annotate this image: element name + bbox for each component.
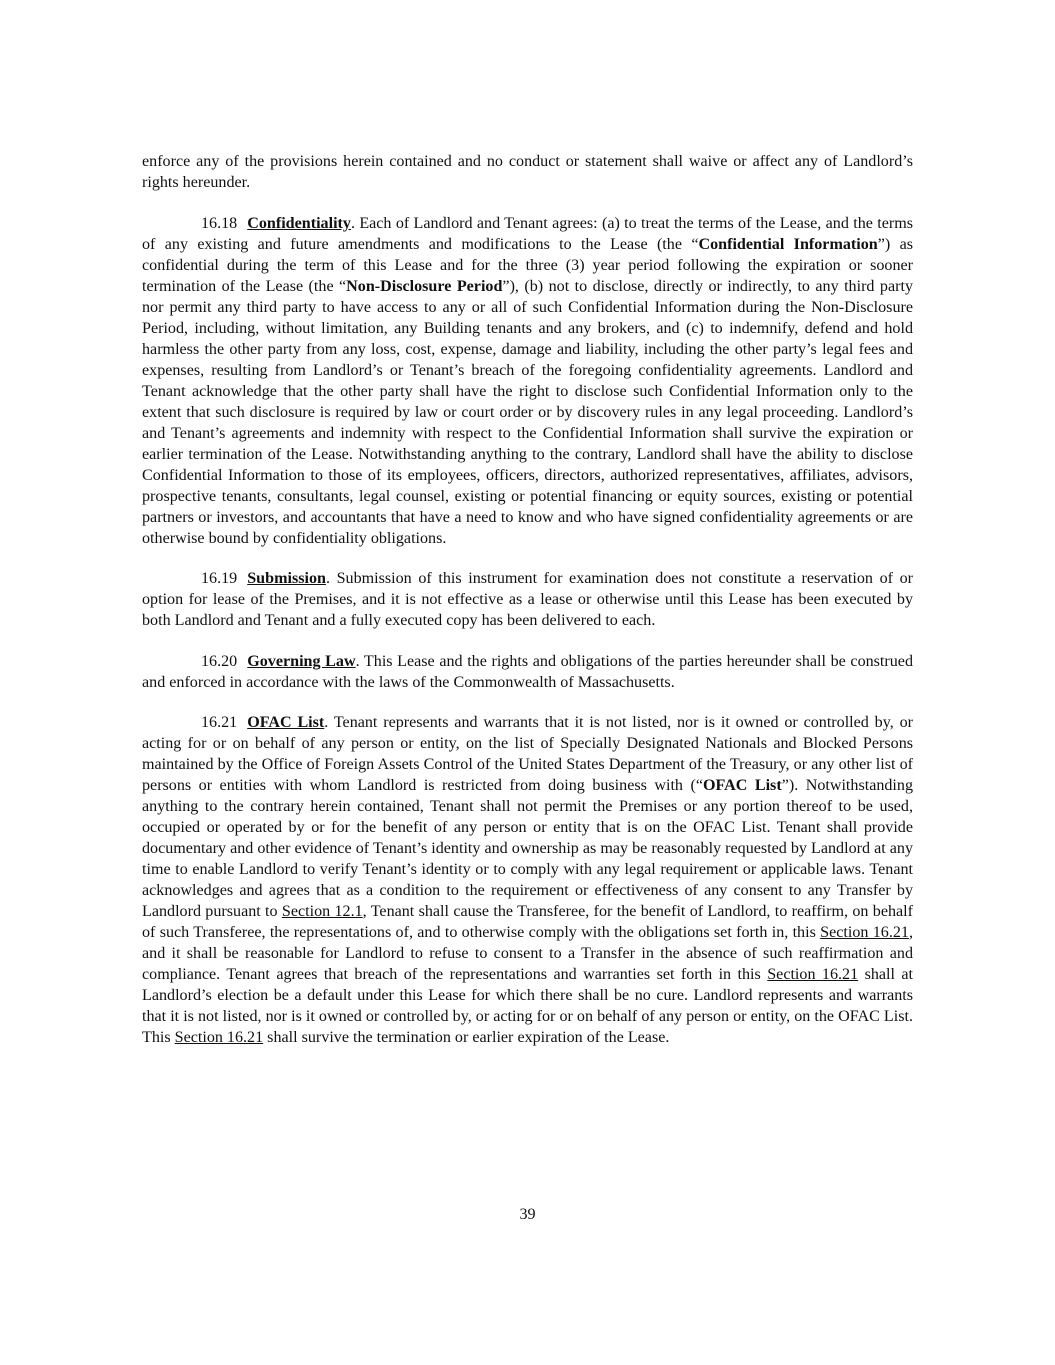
section-reference: Section 16.21	[820, 924, 909, 941]
section-heading: OFAC List	[247, 714, 325, 731]
page-number: 39	[519, 1206, 536, 1223]
body-text: . Submission of this instrument for examination does not constitute a reservation of or option for lease of the Premises, and it is not effective as a lease or otherwise until this Lease has been executed by both Landlord and Tenant and a fully executed copy has been delivered to each.	[142, 570, 913, 629]
section-reference: Section 16.21	[767, 966, 859, 983]
section-16-19	[142, 568, 913, 631]
section-16-21	[142, 712, 913, 1048]
section-number: 16.18	[201, 214, 238, 232]
document-page	[142, 151, 913, 1068]
body-text: ”) as confidential during the term of this Lease and for the three (3) year period following the expiration or sooner termination of the Lease (the “	[142, 235, 913, 295]
section-heading: Governing Law	[247, 652, 356, 670]
body-text: ”), (b) not to disclose, directly or indirectly, to any third party nor permit any third party to have access to any or all of such Confidential Information during the Non-Disclosure Period, including, without limitation, any Building tenants and any brokers, and (c) to indemnify, defend and hold harmless the other party from any loss, cost, expense, damage and liability, including the other party’s legal fees and expenses, resulting from Landlord’s or Tenant’s breach of the foregoing confidentiality agreements. Landlord and Tenant acknowledge that the other party shall have the right to disclose such Confidential Information only to the extent that such disclosure is required by law or court order or by discovery rules in any legal proceeding. Landlord’s and Tenant’s agreements and indemnity with respect to the Confidential Information shall survive the expiration or earlier termination of the Lease. Notwithstanding anything to the contrary, Landlord shall have the ability to disclose Confidential Information to those of its employees, officers, directors, authorized representatives, affiliates, advisors, prospective tenants, consultants, legal counsel, existing or potential financing or equity sources, existing or potential partners or investors, and accountants that have a need to know and who have signed confidentiality agreements or are otherwise bound by confidentiality obligations.	[142, 277, 913, 547]
section-reference: Section 16.21	[174, 1029, 264, 1046]
body-text: , and it shall be reasonable for Landlord to refuse to consent to a Transfer in the absence of such reaffirmation and compliance. Tenant agrees that breach of the representations and warranties set forth in this	[142, 924, 913, 983]
body-text: shall at Landlord’s election be a default under this Lease for which there shall be no cure. Landlord represents and warrants that it is not listed, nor is it owned or controlled by, or acting for or on behalf of any person or entity, on the OFAC List. This	[142, 966, 914, 1046]
defined-term: Non-Disclosure Period	[346, 277, 503, 295]
continuation-text: enforce any of the provisions herein contained and no conduct or statement shall waive or affect any of Landlord’s rights hereunder.	[142, 153, 913, 191]
body-text: . Tenant represents and warrants that it is not listed, nor is it owned or controlled by, or acting for or on behalf of any person or entity, on the list of Specially Designated Nationals and Blocked Persons maintained by the Office of Foreign Assets Control of the United States Department of the Treasury, or any other list of persons or entities with whom Landlord is restricted from doing business with (“	[142, 714, 913, 794]
body-text: . This Lease and the rights and obligations of the parties hereunder shall be construed and enforced in accordance with the laws of the Commonwealth of Massachusetts.	[142, 652, 913, 691]
continuation-paragraph	[142, 151, 913, 193]
defined-term: Confidential Information	[698, 235, 878, 253]
section-16-20	[142, 651, 913, 693]
section-heading: Submission	[247, 570, 326, 587]
section-heading: Confidentiality	[247, 214, 351, 232]
section-number: 16.20	[201, 652, 238, 670]
body-text: ”). Notwithstanding anything to the contrary herein contained, Tenant shall not permit the Premises or any portion thereof to be used, occupied or operated by or for the benefit of any person or entity that is on the OFAC List. Tenant shall provide documentary and other evidence of Tenant’s identity and ownership as may be reasonably requested by Landlord at any time to enable Landlord to verify Tenant’s identity or to comply with any legal requirement or applicable laws. Tenant acknowledges and agrees that as a condition to the requirement or effectiveness of any consent to any Transfer by Landlord pursuant to	[142, 777, 913, 920]
section-number: 16.21	[201, 714, 238, 731]
section-16-18	[142, 213, 913, 549]
body-text: shall survive the termination or earlier expiration of the Lease.	[263, 1029, 670, 1046]
body-text: , Tenant shall cause the Transferee, for the benefit of Landlord, to reaffirm, on behalf of such Transferee, the representations of, and to otherwise comply with the obligations set forth in, this	[142, 903, 913, 941]
body-text: . Each of Landlord and Tenant agrees: (a) to treat the terms of the Lease, and the terms of any existing and future amendments and modifications to the Lease (the “	[142, 214, 913, 253]
section-reference: Section 12.1	[281, 903, 363, 920]
defined-term: OFAC List	[702, 777, 782, 794]
section-number: 16.19	[201, 570, 238, 587]
